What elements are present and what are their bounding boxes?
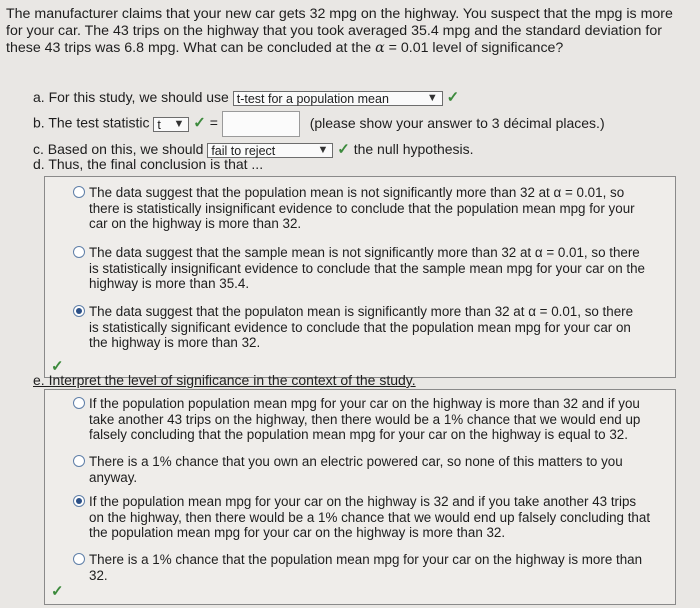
significance-option-2[interactable]: There is a 1% chance that you own an electric powered car, so none of this matters to you anyway. <box>73 454 673 485</box>
problem-line-3: these 43 trips was 6.8 mpg. What can be concluded at the α = 0.01 level of significance? <box>6 40 564 56</box>
chevron-down-icon: ▼ <box>426 91 438 104</box>
radio-button[interactable] <box>73 553 85 565</box>
problem-line-2: for your car. The 43 trips on the highway that you took averaged 35.4 mpg and the standard deviation for <box>6 23 662 39</box>
check-icon: ✓ <box>51 583 64 600</box>
radio-button[interactable] <box>73 455 85 467</box>
part-c-label: c. Based on this, we should <box>33 141 204 157</box>
problem-statement <box>6 6 686 57</box>
check-icon: ✓ <box>446 89 460 106</box>
part-b-label: b. The test statistic <box>33 114 150 131</box>
part-a <box>33 89 459 106</box>
chevron-down-icon: ▼ <box>317 143 329 156</box>
radio-button[interactable] <box>73 246 85 258</box>
chevron-down-icon: ▼ <box>173 117 185 130</box>
problem-line-1: The manufacturer claims that your new car gets 32 mpg on the highway. You suspect that the mpg is more <box>6 6 673 22</box>
part-d-label: d. Thus, the final conclusion is that ... <box>33 156 264 172</box>
alpha-symbol: α <box>375 40 385 56</box>
test-statistic-input[interactable] <box>222 111 300 137</box>
part-a-label: a. For this study, we should use <box>33 89 229 105</box>
conclusion-options-panel <box>44 176 676 378</box>
statistic-select[interactable]: t ▼ <box>153 117 189 132</box>
part-e-label: e. Interpret the level of significance in the context of the study. <box>33 372 416 388</box>
significance-option-4[interactable]: There is a 1% chance that the population mean mpg for your car on the highway is more than 32. <box>73 552 673 583</box>
significance-option-3[interactable]: If the population mean mpg for your car on the highway is 32 and if you take another 43 trips on the highway, then there would be a 1% chance that we would end up falsely concluding that the population mean mpg for your car on the highway is more than 32. <box>73 494 673 541</box>
conclusion-option-3[interactable]: The data suggest that the populaton mean is significantly more than 32 at α = 0.01, so there is statistically significant evidence to conclude that the population mean mpg for your car on the highway is more than 32. <box>73 304 673 351</box>
check-icon: ✓ <box>337 141 350 158</box>
radio-button-selected[interactable] <box>73 305 85 317</box>
decimal-note: (please show your answer to 3 décimal places.) <box>309 114 605 131</box>
radio-button-selected[interactable] <box>73 495 85 507</box>
radio-button[interactable] <box>73 397 85 409</box>
part-c-suffix: the null hypothesis. <box>353 141 474 157</box>
significance-option-1[interactable]: If the population population mean mpg for your car on the highway is more than 32 and if you take another 43 trips on the highway, then there would be a 1% chance that we would end up falsely concluding that the population mean mpg for your car on the highway is equal to 32. <box>73 396 673 443</box>
part-b <box>33 111 605 137</box>
significance-options-panel <box>44 389 676 605</box>
radio-button[interactable] <box>73 186 85 198</box>
check-icon: ✓ <box>193 114 206 132</box>
conclusion-option-2[interactable]: The data suggest that the sample mean is not significantly more than 32 at α = 0.01, so there is statistically insignificant evidence to conclude that the sample mean mpg for your car on the highway is more than 35.4. <box>73 245 673 292</box>
check-icon: ✓ <box>51 358 64 375</box>
equals-sign: = <box>209 114 218 131</box>
conclusion-option-1[interactable]: The data suggest that the population mean is not significantly more than 32 at α = 0.01, so there is statistically insignificant evidence to conclude that the population mean mpg for your car on the highway is more than 32. <box>73 185 673 232</box>
decision-select[interactable]: fail to reject ▼ <box>207 143 333 158</box>
test-type-select[interactable]: t-test for a population mean ▼ <box>233 91 443 106</box>
